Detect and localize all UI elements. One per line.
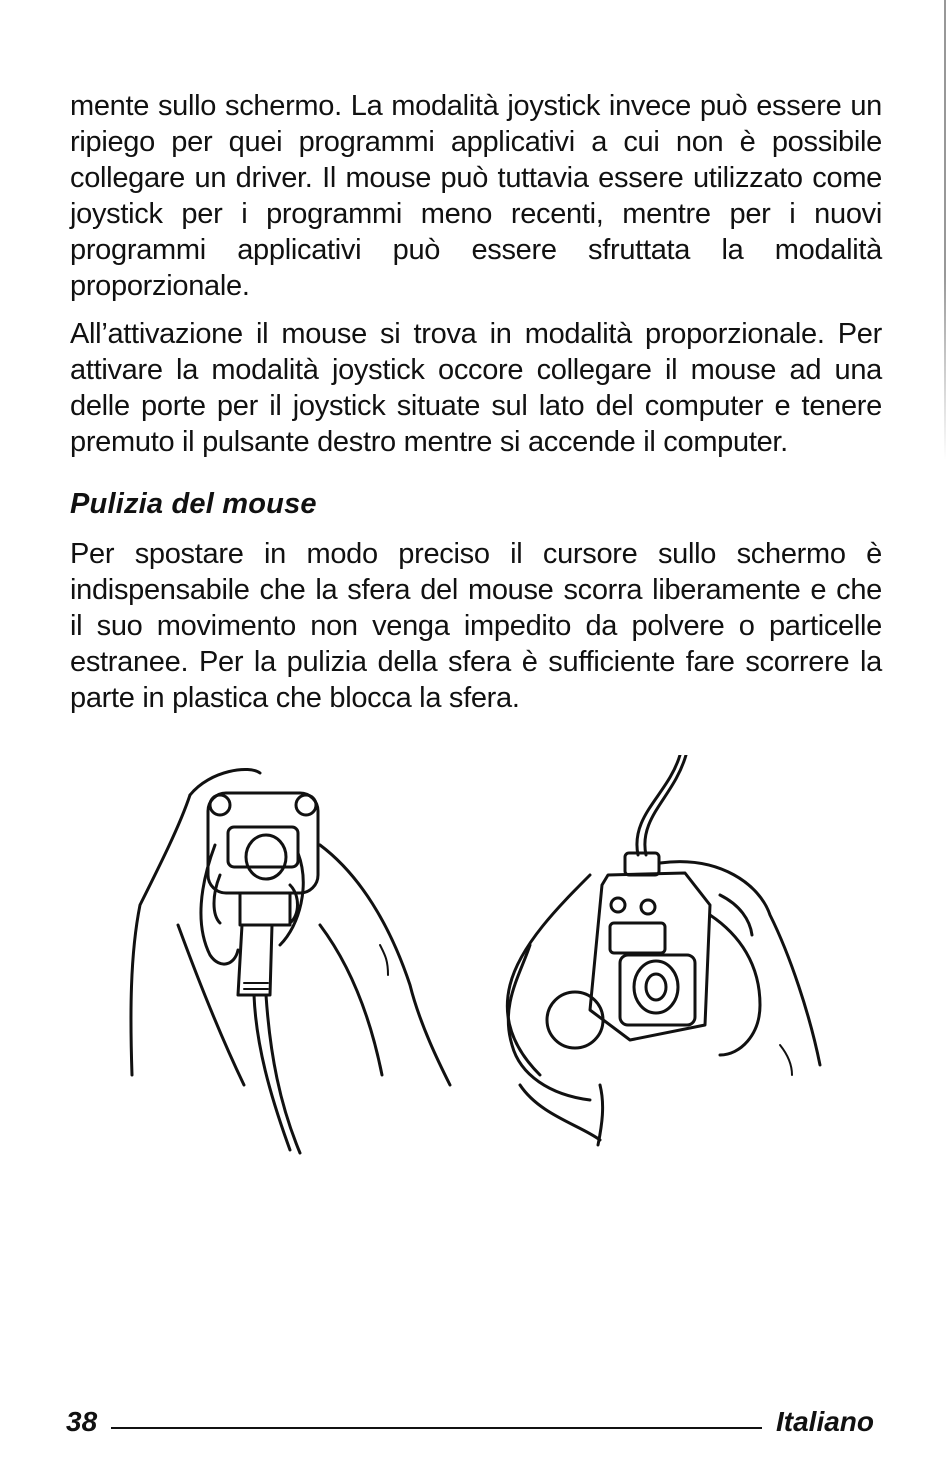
paragraph-cleaning bbox=[70, 536, 882, 716]
paragraph-text: Per spostare in modo preciso il cursore sullo schermo è indispensabile che la sfera del mouse scorra liberamente e che il suo movimento non venga impedito da polvere o particelle estranee. Per la pulizia della sfera è sufficiente fare scorrere la parte in plastica che blocca la sfera. bbox=[70, 538, 882, 714]
page-footer bbox=[66, 1398, 874, 1438]
paragraph-joystick-mode bbox=[70, 88, 882, 304]
left-hands-mouse-figure bbox=[131, 769, 450, 1153]
hands-holding-mouse-drawing bbox=[120, 755, 840, 1175]
page-number: 38 bbox=[66, 1406, 98, 1437]
page-edge-shadow bbox=[944, 0, 946, 460]
right-hands-mouse-figure bbox=[507, 755, 820, 1145]
mouse-cleaning-illustration bbox=[120, 755, 840, 1175]
footer-language-label: Italiano bbox=[775, 1406, 874, 1437]
section-heading: Pulizia del mouse bbox=[70, 488, 317, 520]
footer-rule bbox=[111, 1427, 762, 1429]
paragraph-activation bbox=[70, 316, 882, 460]
paragraph-text: All’attivazione il mouse si trova in modalità proporzionale. Per attivare la modalità joystick occore collegare il mouse ad una delle porte per il joystick situate sul lato del computer e tenere premuto il pulsante destro mentre si accende il computer. bbox=[70, 318, 882, 458]
paragraph-text: mente sullo schermo. La modalità joystick invece può essere un ripiego per quei programmi applicativi a cui non è possibile collegare un driver. Il mouse può tuttavia essere utilizzato come joystick per i programmi meno recenti, mentre per i nuovi programmi applicativi può essere sfruttata la modalità proporzionale. bbox=[70, 90, 882, 302]
